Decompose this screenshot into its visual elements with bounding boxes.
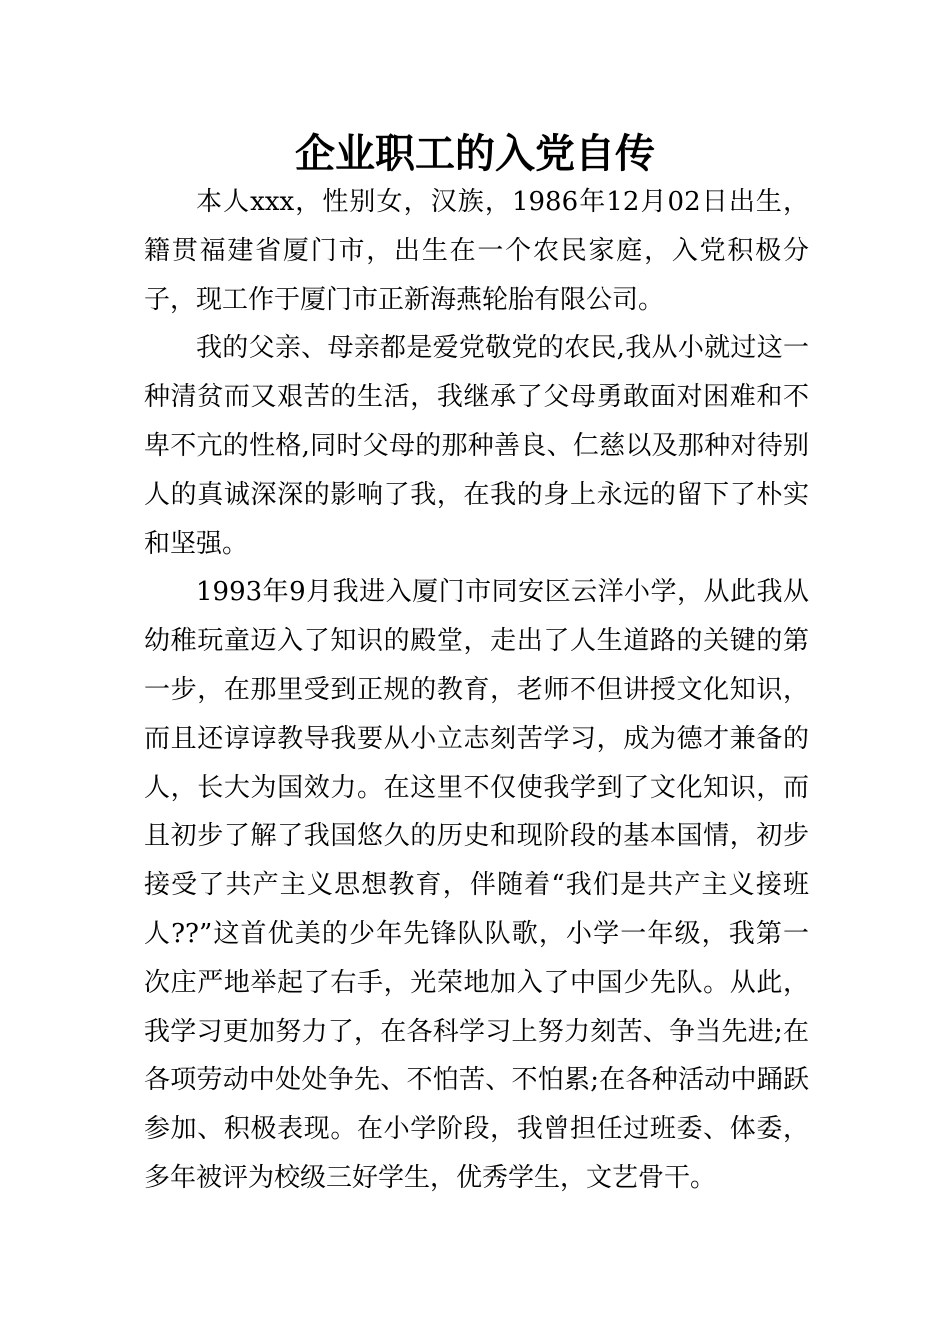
document-body bbox=[144, 178, 809, 1203]
paragraph-personal-info: 本人xxx，性别女，汉族，1986年12月02日出生，籍贯福建省厦门市，出生在一个农民家庭，入党积极分子，现工作于厦门市正新海燕轮胎有限公司。 bbox=[144, 187, 809, 315]
paragraph-family-background: 我的父亲、母亲都是爱党敬党的农民,我从小就过这一种清贫而又艰苦的生活，我继承了父母勇敢面对困难和不卑不亢的性格,同时父母的那种善良、仁慈以及那种对待别人的真诚深深的影响了我，在我的身上永远的留下了朴实和坚强。 bbox=[144, 333, 809, 559]
document-title: 企业职工的入党自传 bbox=[295, 130, 655, 177]
paragraph-primary-school: 1993年9月我进入厦门市同安区云洋小学，从此我从幼稚玩童迈入了知识的殿堂，走出了人生道路的关键的第一步，在那里受到正规的教育，老师不但讲授文化知识，而且还谆谆教导我要从小立志刻苦学习，成为德才兼备的人，长大为国效力。在这里不仅使我学到了文化知识，而且初步了解了我国悠久的历史和现阶段的基本国情，初步接受了共产主义思想教育，伴随着“我们是共产主义接班人??”这首优美的少年先锋队队歌，小学一年级，我第一次庄严地举起了右手，光荣地加入了中国少先队。从此，我学习更加努力了，在各科学习上努力刻苦、争当先进;在各项劳动中处处争先、不怕苦、不怕累;在各种活动中踊跃参加、积极表现。在小学阶段，我曾担任过班委、体委，多年被评为校级三好学生，优秀学生，文艺骨干。 bbox=[144, 577, 809, 1193]
